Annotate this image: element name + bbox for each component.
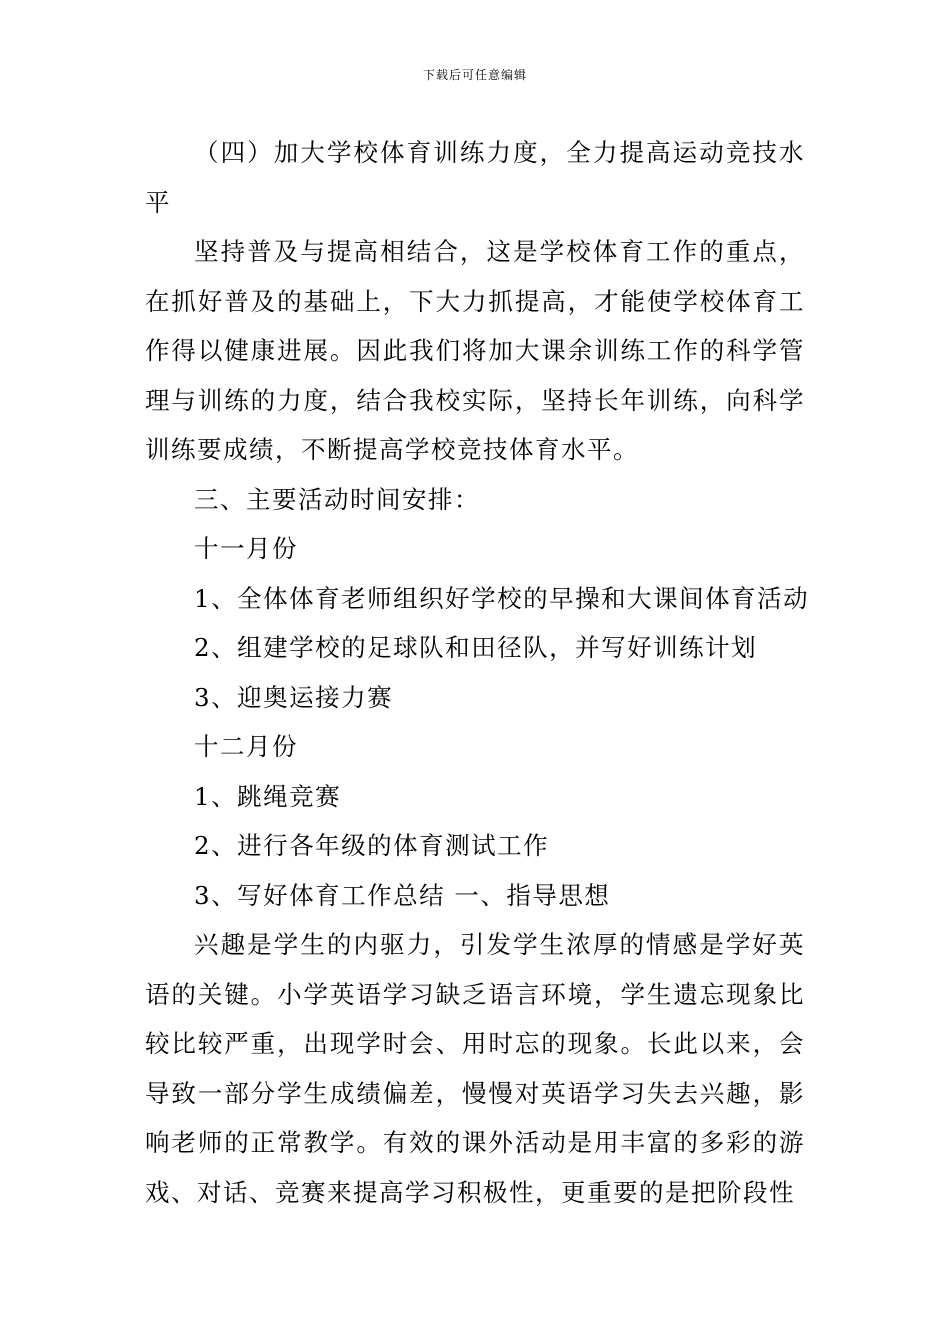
november-item-3: 3、迎奥运接力赛 bbox=[194, 682, 394, 712]
paragraph-training: 坚持普及与提高相结合，这是学校体育工作的重点，在抓好普及的基础上，下大力抓提高，才能使学校体育工作得以健康进展。因此我们将加大课余训练工作的科学管理与训练的力度，结合我校实际，坚持长年训练，向科学训练要成绩，不断提高学校竞技体育水平。 bbox=[145, 237, 805, 464]
month-december: 十二月份 bbox=[194, 732, 298, 761]
november-item-1: 1、全体体育老师组织好学校的早操和大课间体育活动 bbox=[194, 583, 810, 613]
paragraph-english-interest: 兴趣是学生的内驱力，引发学生浓厚的情感是学好英语的关键。小学英语学习缺乏语言环境，学生遗忘现象比较比较严重，出现学时会、用时忘的现象。长此以来，会导致一部分学生成绩偏差，慢慢对英语学习失去兴趣，影响老师的正常教学。有效的课外活动是用丰富的多彩的游戏、对话、竞赛来提高学习积极性，更重要的是把阶段性 bbox=[145, 930, 805, 1207]
header-note: 下载后可任意编辑 bbox=[422, 68, 527, 82]
november-item-2: 2、组建学校的足球队和田径队，并写好训练计划 bbox=[194, 633, 758, 662]
section-heading: （四）加大学校体育训练力度，全力提高运动竞技水平 bbox=[145, 138, 805, 217]
december-item-2: 2、进行各年级的体育测试工作 bbox=[194, 831, 550, 860]
document-body bbox=[145, 128, 810, 1217]
december-item-3: 3、写好体育工作总结 一、指导思想 bbox=[194, 880, 611, 910]
december-item-1: 1、跳绳竞赛 bbox=[194, 781, 342, 811]
month-november: 十一月份 bbox=[194, 534, 298, 563]
schedule-heading: 三、主要活动时间安排： bbox=[194, 484, 480, 514]
